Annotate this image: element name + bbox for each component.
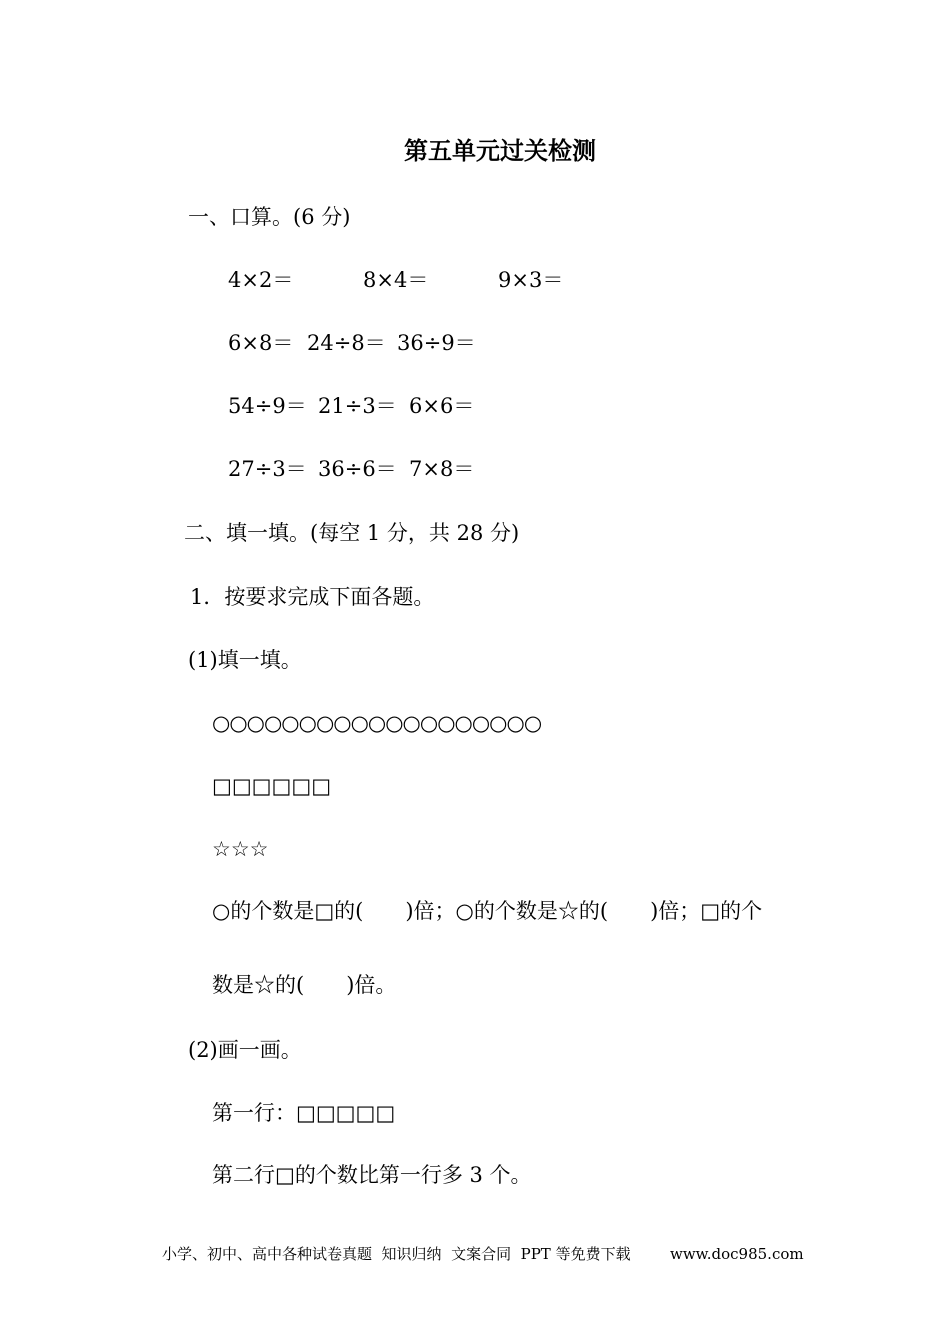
question-1-part-1: (1)填一填。	[188, 648, 302, 672]
calc-item: 8×4＝	[363, 268, 429, 292]
section-1-heading: 一、口算。(6 分)	[188, 205, 351, 229]
question-1-part-2: (2)画一画。	[188, 1038, 302, 1062]
calc-item: 36÷9＝	[397, 331, 476, 355]
calc-item: 21÷3＝	[318, 394, 397, 418]
square-row: □□□□□□	[212, 774, 332, 798]
draw-row-1: 第一行：□□□□□	[212, 1101, 396, 1125]
page-title: 第五单元过关检测	[404, 137, 596, 165]
calc-item: 54÷9＝	[228, 394, 307, 418]
calc-item: 7×8＝	[409, 457, 475, 481]
circle-row: ○○○○○○○○○○○○○○○○○○○	[212, 711, 542, 735]
calc-item: 6×6＝	[409, 394, 475, 418]
question-1: 1．按要求完成下面各题。	[190, 585, 435, 609]
draw-row-2: 第二行□的个数比第一行多 3 个。	[212, 1163, 532, 1187]
calc-item: 9×3＝	[498, 268, 564, 292]
calc-item: 36÷6＝	[318, 457, 397, 481]
calc-item: 24÷8＝	[307, 331, 386, 355]
fill-in-line-1: ○的个数是□的( )倍；○的个数是☆的( )倍；□的个	[212, 899, 763, 923]
footer-url[interactable]: www.doc985.com	[670, 1245, 804, 1263]
calc-item: 27÷3＝	[228, 457, 307, 481]
section-2-heading: 二、填一填。(每空 1 分，共 28 分)	[184, 521, 520, 545]
calc-item: 4×2＝	[228, 268, 294, 292]
footer-text: 小学、初中、高中各种试卷真题 知识归纳 文案合同 PPT 等免费下载	[162, 1245, 631, 1263]
star-row: ☆☆☆	[212, 837, 269, 861]
fill-in-line-2: 数是☆的( )倍。	[212, 973, 397, 997]
calc-item: 6×8＝	[228, 331, 294, 355]
